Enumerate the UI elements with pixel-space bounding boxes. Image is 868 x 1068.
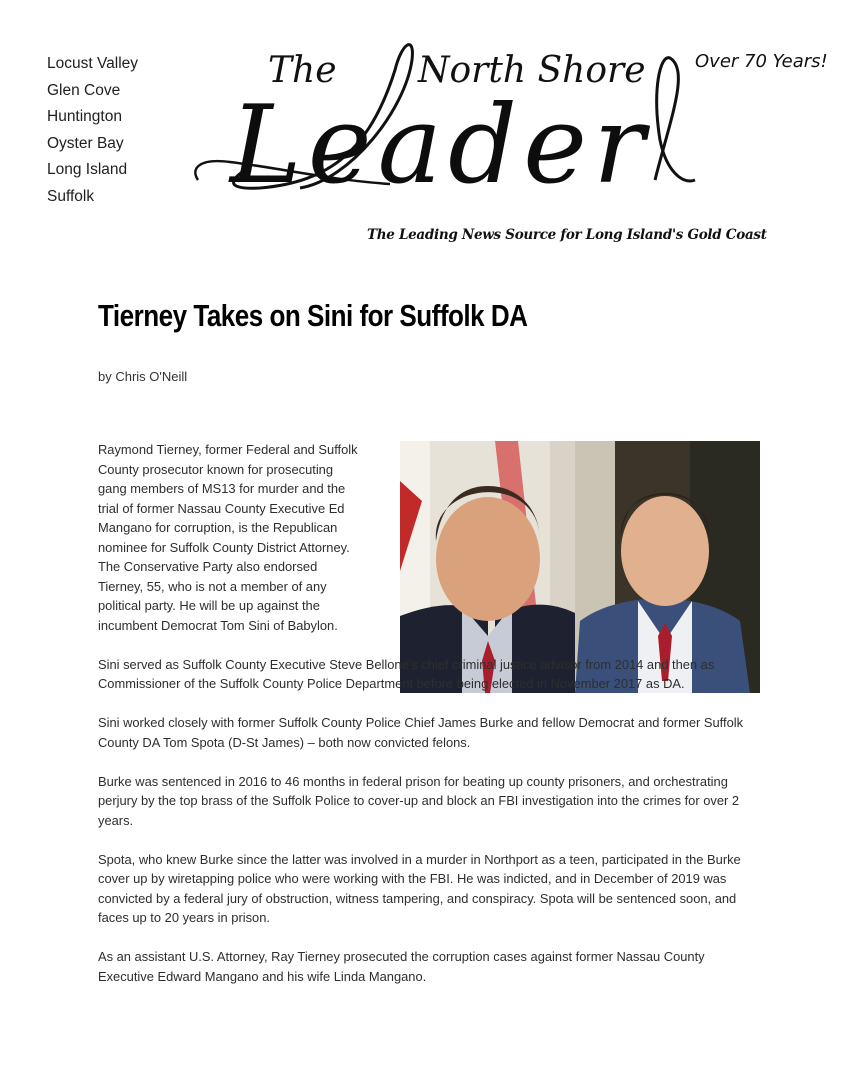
article-headline: Tierney Takes on Sini for Suffolk DA [98,298,528,333]
nav-item-oyster-bay[interactable]: Oyster Bay [47,134,124,152]
masthead-logo[interactable] [190,30,840,210]
article-paragraph: Raymond Tierney, former Federal and Suffolk County prosecutor known for prosecuting gang members of MS13 for murder and the trial of former Nassau County Executive Ed Mangano for corruption, is the Republican nominee for Suffolk County District Attorney. The Conservative Party also endorsed Tierney, 55, who is not a member of any political party. He will be up against the incumbent Democrat Tom Sini of Babylon. [98,442,358,633]
flourish-d [655,58,695,181]
masthead-leader: Leader [230,83,651,208]
article-paragraph: Sini worked closely with former Suffolk County Police Chief James Burke and fellow Democrat and former Suffolk County DA Tom Spota (D-St James) – both now convicted felons. [98,715,744,750]
masthead-over-years: Over 70 Years! [695,51,828,72]
nav-item-long-island[interactable]: Long Island [47,161,128,178]
article-paragraph: Spota, who knew Burke since the latter was involved in a murder in Northport as a teen, participated in the Burke cover up by wiretapping police who were working with the FBI. He was indicted, and in December of 2019 was convicted by a federal jury of obstruction, witness tampering, and conspiracy. Spota will be sentenced soon, and faces up to 20 years in prison. [98,851,741,925]
article-paragraph: Sini served as Suffolk County Executive Steve Bellone's chief criminal justice advisor from 2014 and then as Commissioner of the Suffolk County Police Department before being elected in November 2017 as DA. [98,656,715,691]
masthead-north-shore: North Shore [418,50,646,91]
masthead-tagline: The Leading News Source for Long Island's Gold Coast [367,227,767,243]
nav-item-glen-cove[interactable]: Glen Cove [47,81,121,99]
nav-item-locust-valley[interactable]: Locust Valley [47,55,139,72]
nav-item-suffolk[interactable]: Suffolk [47,187,95,205]
masthead-logo-art [190,30,840,210]
article-paragraph: Burke was sentenced in 2016 to 46 months in federal prison for beating up county prisoners, and orchestrating perjury by the top brass of the Suffolk Police to cover-up and block an FBI investigation into the crimes for over 2 years. [98,773,740,828]
article-body [98,440,760,1006]
town-nav [47,51,138,210]
article-paragraph: As an assistant U.S. Attorney, Ray Tierney prosecuted the corruption cases against former Nassau County Executive Edward Mangano and his wife Linda Mangano. [98,949,705,984]
masthead-the: The [268,50,337,91]
article-byline: by Chris O'Neill [98,369,188,384]
nav-item-huntington[interactable]: Huntington [47,108,122,125]
